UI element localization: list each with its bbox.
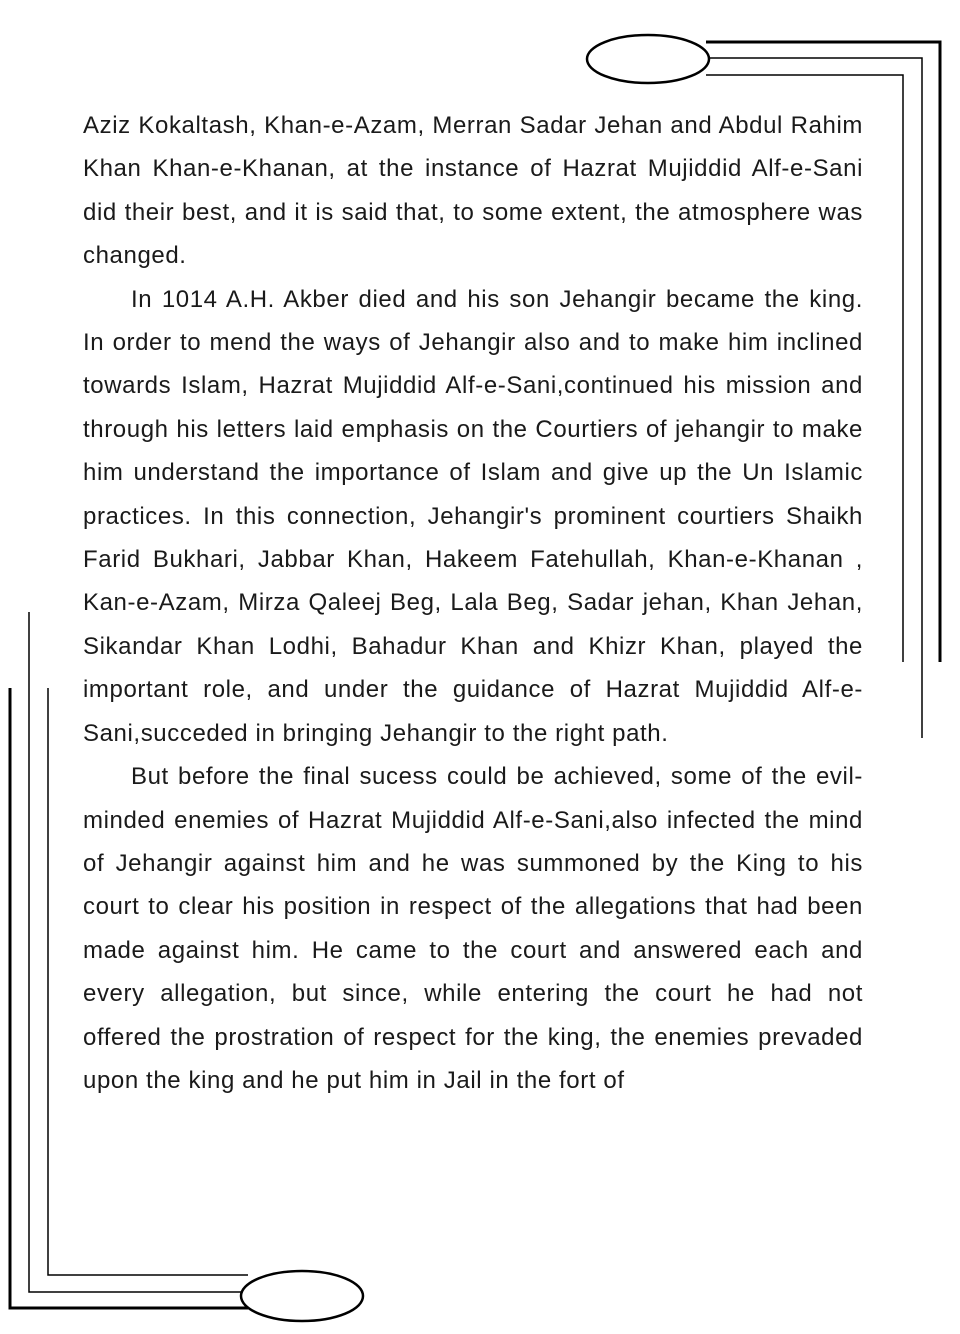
top-right-oval-ornament: [587, 35, 709, 83]
bottom-left-oval-ornament: [241, 1271, 363, 1321]
paragraph-imprisonment: But before the final sucess could be achieved, some of the evil-minded enemies of Hazrat Mujiddid Alf-e-Sani,also infected the mind of Jehangir against him and he was summoned by the King to his court to clear his position in respect of the allegations that had been made against him. He came to the court and answered each and every allegation, but since, while entering the court he had not offered the prostration of respect for the king, the enemies prevaded upon the king and he put him in Jail in the fort of: [83, 763, 863, 1094]
paragraph-intro: Aziz Kokaltash, Khan-e-Azam, Merran Sadar Jehan and Abdul Rahim Khan Khan-e-Khanan, at the instance of Hazrat Mujiddid Alf-e-Sani did their best, and it is said that, to some extent, the atmosphere was changed.: [83, 112, 863, 270]
page-body: [83, 104, 863, 1102]
paragraph-jehangir: In 1014 A.H. Akber died and his son Jehangir became the king. In order to mend the ways of Jehangir also and to make him inclined towards Islam, Hazrat Mujiddid Alf-e-Sani,continued his mission and through his letters laid emphasis on the Courtiers of jehangir to make him understand the importance of Islam and give up the Un Islamic practices. In this connection, Jehangir's prominent courtiers Shaikh Farid Bukhari, Jabbar Khan, Hakeem Fatehullah, Khan-e-Khanan , Kan-e-Azam, Mirza Qaleej Beg, Lala Beg, Sadar jehan, Khan Jehan, Sikandar Khan Lodhi, Bahadur Khan and Khizr Khan, played the important role, and under the guidance of Hazrat Mujiddid Alf-e-Sani,succeded in bringing Jehangir to the right path.: [83, 285, 863, 747]
